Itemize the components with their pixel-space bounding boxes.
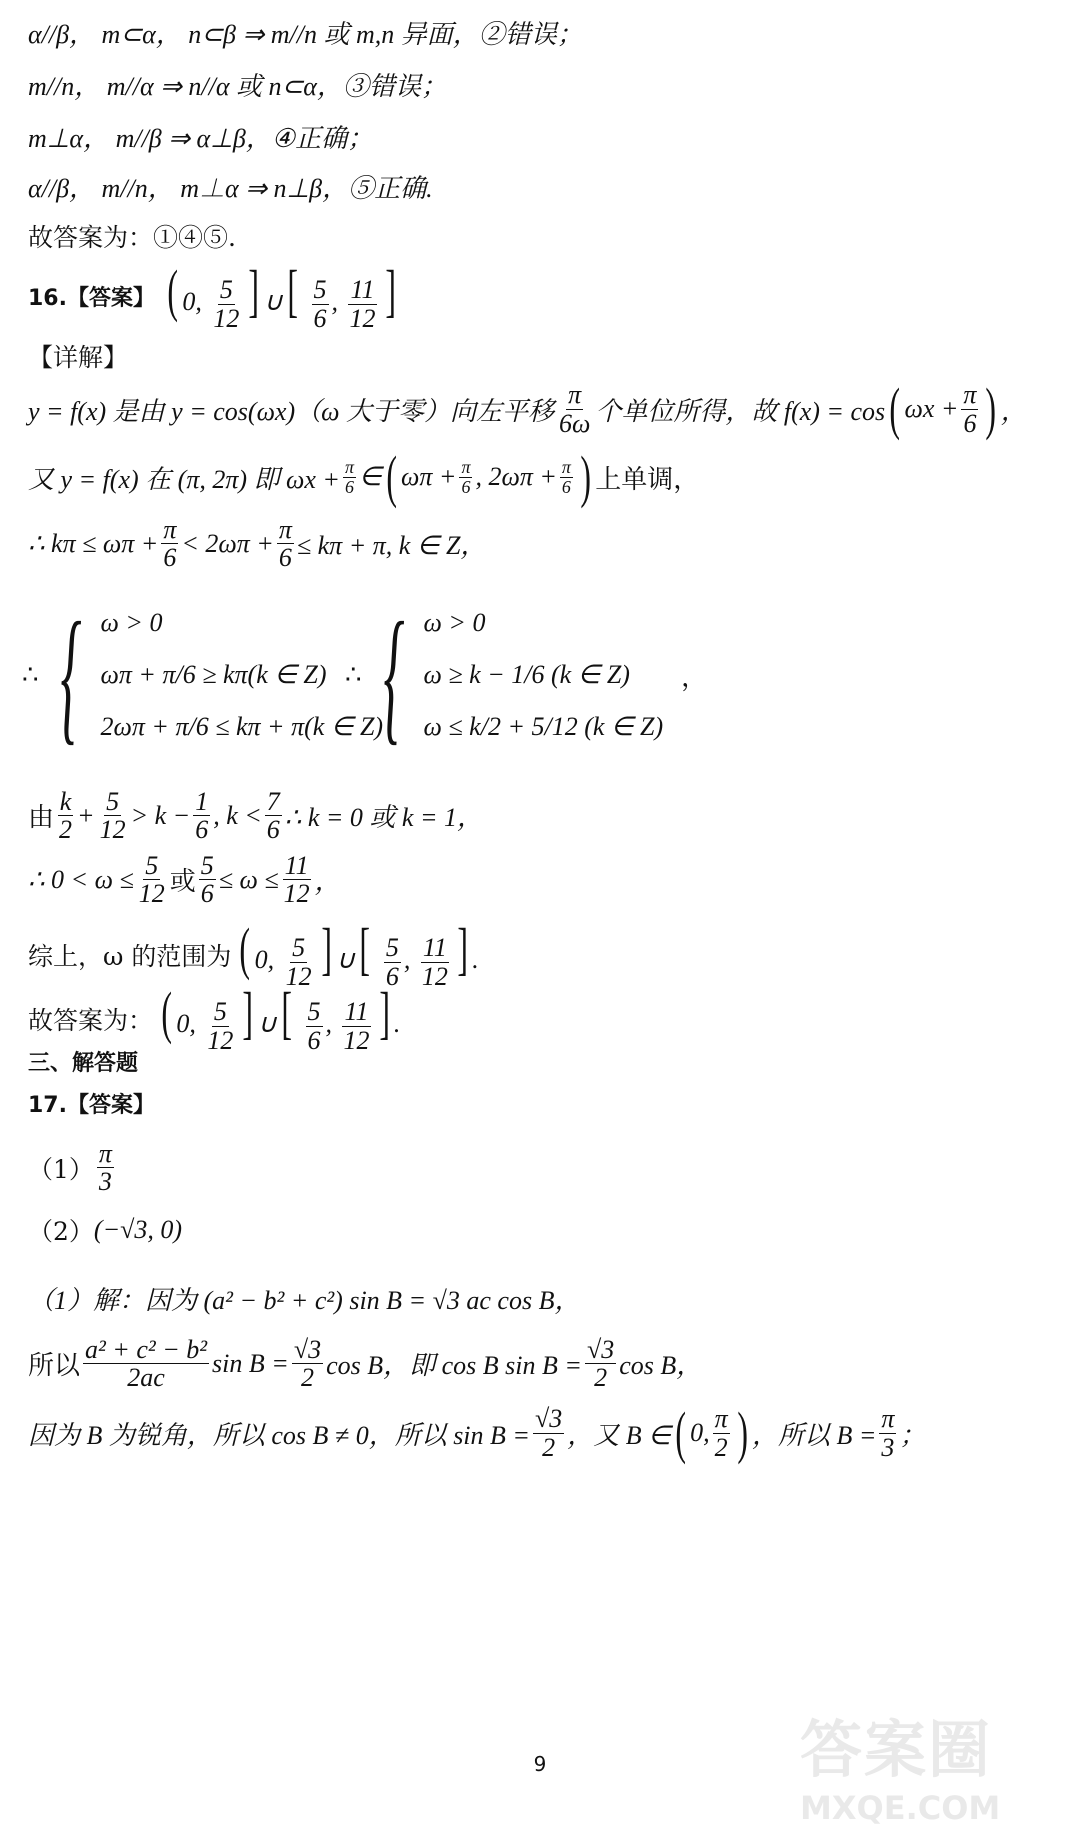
sys2-row-1: ω > 0 — [423, 608, 486, 637]
q16-detail-line-2: 又 y = f(x) 在 (π, 2π) 即 ωx + $\frac{\pi}{6}$ ∈ ( ωπ + $\frac{\pi}{6}$ , 2ωπ + $\frac{\pi}{6}$ ) 上单调， — [28, 444, 700, 509]
section-3-heading: 三、解答题 — [28, 1051, 139, 1076]
q17-ans2-value: (−√3, 0) — [93, 1215, 183, 1244]
q17-sol3-d: ； — [899, 1420, 926, 1450]
sys2-row-3: ω ≤ k/2 + 5/12 (k ∈ Z) — [423, 712, 664, 741]
q16-l5-c: , k < — [213, 800, 262, 830]
q16-l1-d: π — [963, 380, 977, 410]
text-line-4: α//β， m//n， m⊥α ⇒ n⊥β，⑤正确. — [28, 174, 433, 203]
q16-detail-label: 【详解】 — [28, 343, 129, 372]
q16-answer-line — [28, 258, 400, 333]
q16-detail-line-6: ∴ 0 < ω ≤ $\frac{5}{12}$ 或 $\frac{5}{6}$ ≤ ω ≤ $\frac{11}{12}$ ， — [28, 851, 341, 909]
watermark-sub: MXQE.COM — [800, 1789, 1001, 1827]
q17-solution-line-1: （1）解：因为 (a² − b² + c²) sin B = √3 ac cos B， — [28, 1286, 581, 1315]
q17-label: 17.【答案】 — [28, 1093, 155, 1118]
sys2-row-2: ω ≥ k − 1/6 (k ∈ Z) — [423, 660, 630, 689]
q16-l2-c: ωπ + — [401, 462, 457, 491]
sys1-row-2: ωπ + π/6 ≥ kπ(k ∈ Z) — [100, 660, 327, 689]
q17-sol3-c: ，所以 B = — [751, 1420, 877, 1450]
q16-detail-line-3: ∴ kπ ≤ ωπ + $\frac{\pi}{6}$ < 2ωπ + $\frac{\pi}{6}$ ≤ kπ + π, k ∈ Z， — [28, 515, 487, 573]
q16-l1-b: 个单位所得，故 f(x) = cos — [595, 396, 886, 426]
q16-l3-a: ∴ kπ ≤ ωπ + — [28, 528, 159, 558]
q16-system-2: ∴ { ω > 0 ω ≥ k − 1/6 (k ∈ Z) ω ≤ k/2 + 5/12 (k ∈ Z) ， — [345, 592, 708, 758]
q16-l6-c: ≤ ω ≤ — [218, 864, 279, 894]
text-line-2: m//n， m//α ⇒ n//α 或 n⊂α，③错误； — [28, 72, 447, 101]
q16-l5-d: ∴ k = 0 或 k = 1， — [284, 803, 484, 833]
q16-l3-c: ≤ kπ + π, k ∈ Z， — [296, 531, 487, 561]
q16-l8-a: 故答案为： — [28, 1005, 154, 1035]
q16-l2-d: , 2ωπ + — [475, 462, 557, 491]
q16-l2-e: 上单调， — [595, 464, 700, 494]
q17-ans2-label: （2） — [28, 1217, 94, 1246]
sys1-row-3: 2ωπ + π/6 ≤ kπ + π(k ∈ Z) — [100, 712, 384, 741]
q16-l1-c: ωx + — [904, 394, 959, 423]
q16-l3-b: < 2ωπ + — [181, 528, 274, 558]
q16-detail-line-8: 故答案为： ( 0, $\frac{5}{12}$ ] ∪[ $\frac{5}{6}$ , $\frac{11}{12}$ ] . — [28, 980, 401, 1055]
q17-sol2-den: 2ac — [127, 1363, 165, 1393]
q16-l7-a: 综上，ω 的范围为 — [28, 941, 232, 971]
q17-solution-line-2: 所以 $\frac{\text{a² + c² − b²}}{2ac}$ sin B = $\frac{√3}{2}$ cos B，即 cos B sin B = $\frac{√3}{2}$ cos B， — [28, 1335, 703, 1393]
text-line-1: α//β， m⊂α， n⊂β ⇒ m//n 或 m,n 异面，②错误； — [28, 20, 583, 49]
q16-l1-f: ， — [1000, 396, 1027, 426]
q16-answer-interval: ( 0, $\frac{5}{12}$ ] ∪[ $\frac{5}{6}$ , $\frac{11}{12}$ ] — [167, 258, 396, 333]
text-line-3: m⊥α， m//β ⇒ α⊥β，④正确； — [28, 124, 374, 153]
q17-sol3-b: ，又 B ∈ — [567, 1420, 671, 1450]
q16-l6-a: ∴ 0 < ω ≤ — [28, 864, 134, 894]
q17-sol2-a: 所以 — [28, 1351, 81, 1381]
text-line-5: 故答案为：①④⑤. — [28, 223, 236, 252]
q16-l6-d: ， — [314, 867, 341, 897]
q17-answer-1: （1） $\frac{\pi}{3}$ — [28, 1139, 112, 1197]
sys1-row-1: ω > 0 — [100, 608, 163, 637]
q17-sol2-b: sin B = — [212, 1348, 289, 1378]
q17-solution-line-3: 因为 B 为锐角，所以 cos B ≠ 0，所以 sin B = $\frac{√3}{2}$ ，又 B ∈ ( 0, $\frac{\pi}{2}$ ) ，所以 B = $\frac{\pi}{3}$ ； — [28, 1400, 926, 1465]
q16-l1-e: 6 — [963, 408, 977, 438]
q16-label: 16.【答案】 — [28, 286, 155, 312]
page-number: 9 — [533, 1752, 547, 1776]
q16-system-1: ∴ { ω > 0 ωπ + π/6 ≥ kπ(k ∈ Z) 2ωπ + π/6 ≤ kπ + π(k ∈ Z) — [22, 592, 384, 758]
q17-sol2-num: a² + c² − b² — [85, 1335, 208, 1364]
q16-l2-a: 又 y = f(x) 在 (π, 2π) 即 ωx + — [28, 464, 340, 494]
q16-detail-line-5: 由 $\frac{k}{2}$ + $\frac{5}{12}$ > k − $\frac{1}{6}$ , k < $\frac{7}{6}$ ∴ k = 0 或 k = 1， — [28, 787, 484, 845]
q16-l1-a: y = f(x) 是由 y = cos(ωx)（ω 大于零）向左平移 — [28, 396, 554, 426]
q17-ans1-label: （1） — [28, 1154, 94, 1184]
q16-detail-line-1: y = f(x) 是由 y = cos(ωx)（ω 大于零）向左平移 $\frac{\pi}{6\omega}$ 个单位所得，故 f(x) = cos ( ωx + $\frac{\pi}{6}$ ) ， — [28, 376, 1027, 441]
q16-l1-frac-den: 6ω — [558, 408, 591, 438]
q17-answer-2 — [28, 1212, 182, 1248]
watermark-main: 答案圈 — [800, 1713, 993, 1786]
q16-l2-b: ∈ — [359, 462, 382, 491]
q17-sol2-d: cos B， — [619, 1351, 703, 1381]
q16-detail-line-7: 综上，ω 的范围为 ( 0, $\frac{5}{12}$ ] ∪[ $\frac{5}{6}$ , $\frac{11}{12}$ ] . — [28, 916, 479, 991]
q17-sol2-c: cos B，即 cos B sin B = — [326, 1351, 582, 1381]
q16-l6-b: 或 — [169, 867, 196, 897]
q16-l5-b: > k − — [130, 800, 191, 830]
q16-l5-a: 由 — [28, 803, 55, 833]
q17-sol3-a: 因为 B 为锐角，所以 cos B ≠ 0，所以 sin B = — [28, 1420, 530, 1450]
watermark-logo — [800, 1700, 1050, 1827]
q16-l1-frac-num: π — [568, 380, 582, 410]
